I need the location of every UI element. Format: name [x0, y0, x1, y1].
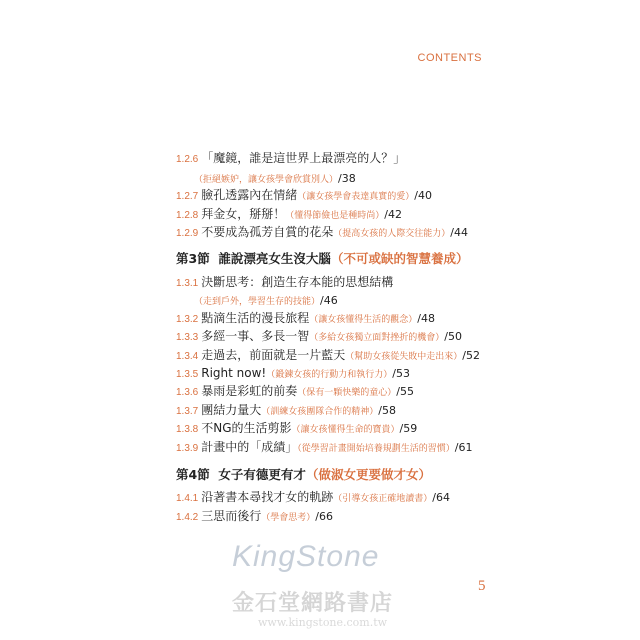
section-subtitle: （做淑女更要做才女） [305, 467, 431, 482]
toc-note: （訓練女孩團隊合作的精神） [261, 407, 379, 417]
kingstone-watermark-cn: 金石堂網路書店 [232, 590, 394, 616]
toc-title: 拜金女，掰掰！ [201, 207, 286, 221]
toc-page: /52 [462, 349, 480, 362]
toc-number: 1.3.4 [176, 351, 199, 362]
toc-entry [176, 328, 462, 346]
toc-entry [176, 187, 432, 205]
toc-note: （走到戶外，學習生存的技能） [194, 297, 321, 307]
toc-note: （提高女孩的人際交往能力） [333, 229, 451, 239]
toc-title: 「魔鏡，誰是這世界上最漂亮的人？」 [201, 151, 406, 165]
section-label: 第4節 [176, 467, 210, 482]
toc-title: 點滴生活的漫長旅程 [201, 311, 310, 325]
toc-page: /46 [320, 294, 338, 307]
toc-entry [176, 365, 410, 383]
contents-header: CONTENTS [417, 52, 482, 64]
toc-number: 1.4.1 [176, 493, 199, 504]
section-title: 誰說漂亮女生沒大腦 [218, 251, 331, 266]
toc-entry [176, 347, 480, 365]
toc-number: 1.3.7 [176, 406, 199, 417]
toc-entry [176, 206, 402, 224]
page-number: 5 [478, 578, 486, 594]
toc-page: /40 [414, 189, 432, 202]
toc-number: 1.3.8 [176, 424, 199, 435]
toc-number: 1.2.8 [176, 210, 199, 221]
section-title: 女子有德更有才 [218, 467, 306, 482]
toc-entry [176, 224, 468, 242]
toc-title: Right now! [201, 366, 267, 380]
toc-number: 1.3.2 [176, 314, 199, 325]
toc-page: /59 [399, 422, 418, 435]
toc-title: 不要成為孤芳自賞的花朵 [201, 225, 334, 239]
toc-number: 1.3.3 [176, 332, 199, 343]
toc-note: （拒絕嫉妒，讓女孩學會欣賞別人） [194, 175, 339, 185]
toc-page: /42 [384, 208, 402, 221]
toc-number: 1.4.2 [176, 512, 199, 523]
toc-entry [176, 383, 414, 401]
toc-entry [176, 489, 450, 507]
toc-entry [176, 402, 396, 420]
toc-entry [194, 170, 356, 188]
toc-note: （從學習計畫開始培養規劃生活的習慣） [297, 444, 455, 454]
toc-page: /53 [392, 367, 410, 380]
toc-note: （幫助女孩從失敗中走出來） [345, 352, 463, 362]
section-heading [176, 467, 431, 483]
toc-number: 1.3.6 [176, 387, 199, 398]
toc-entry [176, 420, 417, 438]
toc-page: /58 [378, 404, 396, 417]
toc-page: /50 [444, 330, 462, 343]
toc-entry [194, 292, 338, 310]
toc-number: 1.3.9 [176, 443, 199, 454]
toc-entry [176, 150, 405, 168]
section-heading [176, 251, 468, 267]
toc-note: （多給女孩獨立面對挫折的機會） [309, 333, 445, 343]
toc-title: 計畫中的「成績」 [201, 440, 298, 454]
toc-page: /66 [315, 510, 333, 523]
toc-entry [176, 274, 393, 292]
toc-number: 1.2.9 [176, 228, 199, 239]
toc-title: 多經一事、多長一智 [201, 329, 310, 343]
toc-page: /38 [338, 172, 356, 185]
toc-number: 1.3.1 [176, 278, 199, 289]
toc-page: /55 [396, 385, 414, 398]
toc-note: （保有一顆快樂的童心） [297, 388, 397, 398]
toc-number: 1.2.7 [176, 191, 199, 202]
toc-number: 1.3.5 [176, 369, 199, 380]
toc-title: 臉孔透露內在情緒 [201, 188, 298, 202]
toc-entry [176, 439, 472, 457]
toc-title: 走過去，前面就是一片藍天 [201, 348, 346, 362]
toc-page: /64 [432, 491, 450, 504]
toc-title: 不NG的生活剪影 [201, 421, 292, 435]
toc-note: （學會思考） [261, 513, 316, 523]
toc-note: （引導女孩正確地讀書） [333, 494, 433, 504]
toc-page: /61 [454, 441, 473, 454]
section-subtitle: （不可或缺的智慧養成） [330, 251, 469, 266]
toc-title: 三思而後行 [201, 509, 262, 523]
toc-entry [176, 310, 435, 328]
toc-entry [176, 508, 333, 526]
kingstone-watermark-url: www.kingstone.com.tw [258, 616, 388, 629]
toc-page: /44 [450, 226, 468, 239]
toc-title: 團結力量大 [201, 403, 262, 417]
toc-number: 1.2.6 [176, 154, 199, 165]
kingstone-watermark: KingStone [232, 540, 380, 573]
toc-title: 沿著書本尋找才女的軌跡 [201, 490, 334, 504]
toc-note: （讓女孩懂得生活的觀念） [309, 315, 418, 325]
toc-title: 決斷思考：創造生存本能的思想結構 [201, 275, 394, 289]
toc-note: （鍛鍊女孩的行動力和執行力） [266, 370, 393, 380]
toc-note: （讓女孩學會表達真實的愛） [297, 192, 415, 202]
section-label: 第3節 [176, 251, 210, 266]
toc-note: （讓女孩懂得生命的寶貴） [291, 425, 400, 435]
toc-title: 暴雨是彩虹的前奏 [201, 384, 298, 398]
toc-page: /48 [417, 312, 435, 325]
toc-note: （懂得節儉也是種時尚） [285, 211, 385, 221]
